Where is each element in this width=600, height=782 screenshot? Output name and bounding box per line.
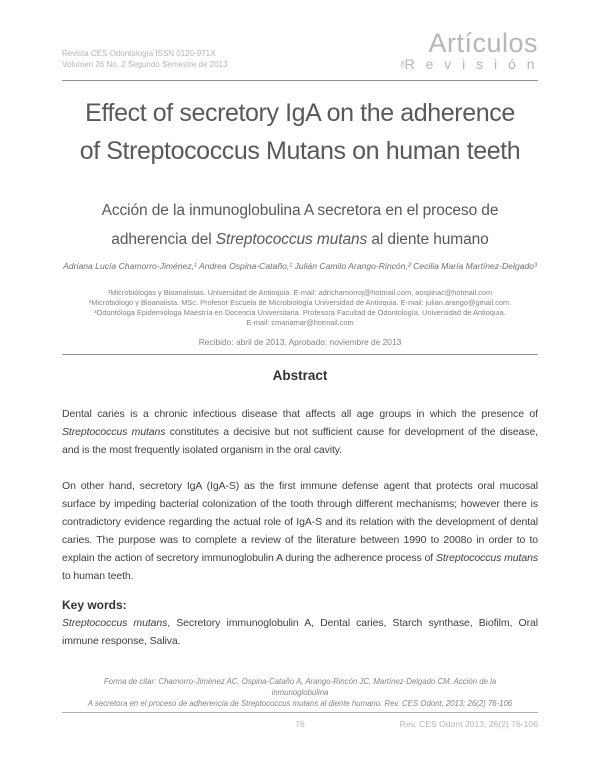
article-type-main: Artículos	[428, 28, 538, 58]
article-type-sub: R e v i s i ó n	[404, 56, 538, 72]
keywords-heading: Key words:	[62, 598, 127, 613]
affiliation-line: ²Microbiólogo y Bioanalista. MSc. Profesor Escuela de Microbiología Universidad de Antioquia. E-mail: julian.arango@gmail.com.	[88, 298, 512, 308]
page-content	[62, 0, 538, 650]
title-english-line1: Effect of secretory IgA on the adherence	[85, 99, 515, 128]
title-spanish-line1: Acción de la inmunoglobulina A secretora en el proceso de	[101, 202, 499, 220]
affiliations-block	[62, 288, 538, 328]
page-header	[62, 0, 538, 81]
abstract-paragraph-2: On other hand, secretory IgA (IgA-S) as the first immune defense agent that protects oral mucosal surface by impeding bacterial colonization of the tooth through different mechanisms; however there is contradictory evidence regarding the actual role of IgA-S and its relation with the development of dental caries. The purpose was to complete a review of the literature between 1990 to 2008o in order to to explain the action of secretory immunoglobulin A during the adherence process of Streptococcus mutans to human teeth.	[62, 480, 538, 583]
article-type-prefix: de	[399, 60, 407, 69]
title-spanish-line2: adherencia del Streptococcus mutans al diente humano	[111, 231, 489, 249]
abstract-heading: Abstract	[272, 368, 328, 384]
footer-journal-reference: Rev. CES Odont 2013; 26(2) 76-106	[399, 719, 538, 729]
title-spanish	[62, 196, 538, 254]
keywords-body: Streptococcus mutans, Secretory immunoglobulin A, Dental caries, Starch synthase, Biofilm, Oral immune response, Saliva.	[62, 617, 538, 648]
title-english-line2: of Streptococcus Mutans on human teeth	[79, 137, 521, 166]
abstract-paragraph-1: Dental caries is a chronic infectious disease that affects all age groups in which the presence of Streptococcus mutans constitutes a decisive but not sufficient cause for development of the disease, and is the most frequently isolated organism in the oral cavity.	[62, 408, 538, 457]
journal-info	[62, 48, 227, 73]
journal-issn-line: Revista CES Odontología ISSN 0120-971X	[62, 49, 216, 59]
article-type-sub-row	[399, 56, 538, 73]
citation-note	[80, 676, 520, 709]
affiliation-line: E-mail: cmariamar@hotmail.com	[246, 318, 354, 328]
citation-line1: Forma de citar: Chamorro-Jiménez AC, Ospina-Cataño A, Arango-Rincón JC, Martínez-Delgado CM. Acción de la inmunoglobulina	[103, 677, 497, 697]
title-english	[62, 94, 538, 170]
citation-line2: A secretora en el proceso de adherencia de Streptococcus mutans al diente humano. Rev. CES Odont, 2013; 26(2) 76-106	[87, 699, 513, 708]
page-number: 76	[295, 719, 305, 729]
footer-divider	[62, 712, 538, 713]
journal-volume-line: Volumen 26 No. 2 Segundo Semestre de 2013	[62, 60, 228, 70]
received-approved-line: Recibido: abril de 2013. Aprobado: noviembre de 2013	[62, 337, 538, 355]
article-type-label	[399, 30, 538, 73]
authors-line: Adriana Lucía Chamorro-Jiménez,¹ Andrea Ospina-Cataño,¹ Julián Camilo Arango-Rincón,² Cecilia María Martínez-Delgado³	[63, 261, 537, 272]
affiliation-line: ¹Microbiólogas y Bioanalistas. Universidad de Antioquia. E-mail: adrichamorroj@hotmail.com, aospinac@hotmail.com	[107, 288, 493, 298]
affiliation-line: ³Odontóloga Epidemióloga Maestría en Docencia Universitaria. Profesora Facultad de Odontología. Universidad de Antioquia.	[94, 308, 506, 318]
